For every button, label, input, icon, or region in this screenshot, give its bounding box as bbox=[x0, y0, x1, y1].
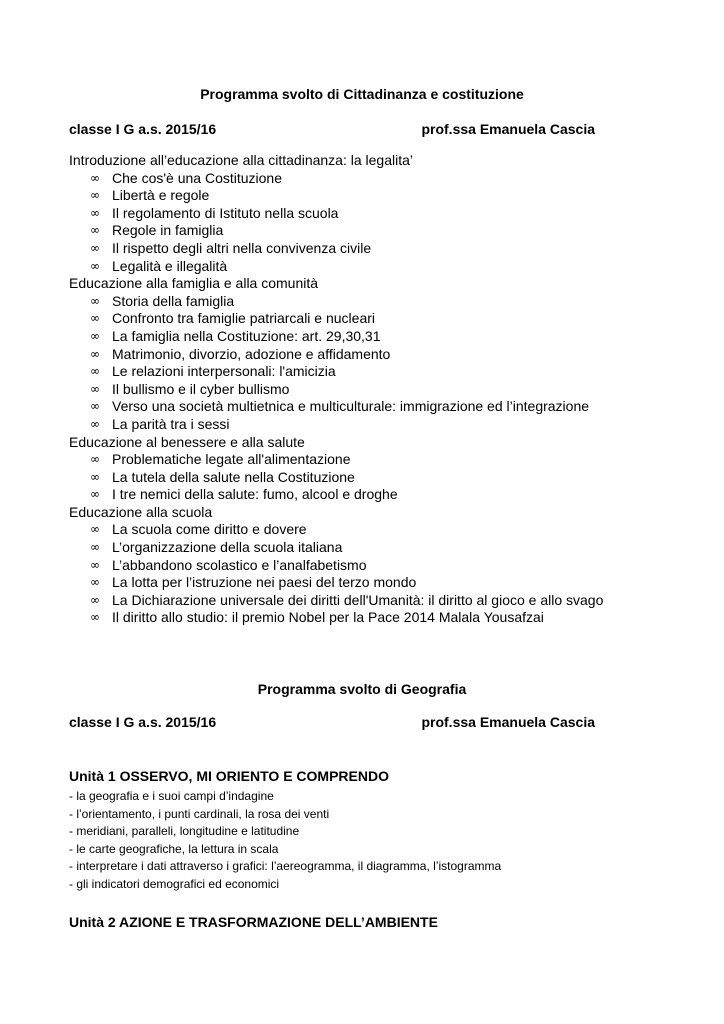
geografia-class-label: classe I G a.s. 2015/16 bbox=[69, 714, 217, 730]
infinity-bullet-icon: ∞ bbox=[90, 522, 100, 537]
cittadinanza-program bbox=[69, 152, 709, 627]
list-item: ∞ La Dichiarazione universale dei diritti dell'Umanità: il diritto al gioco e allo svago bbox=[90, 591, 604, 608]
list-item: - interpretare i dati attraverso i grafici: l’aereogramma, il diagramma, l’istogramma bbox=[69, 859, 502, 873]
infinity-bullet-icon: ∞ bbox=[90, 610, 100, 625]
list-item: ∞ I tre nemici della salute: fumo, alcool e droghe bbox=[90, 486, 398, 503]
infinity-bullet-icon: ∞ bbox=[90, 328, 100, 343]
infinity-bullet-icon: ∞ bbox=[90, 469, 100, 484]
infinity-bullet-icon: ∞ bbox=[90, 293, 100, 308]
list-item: - le carte geografiche, la lettura in scala bbox=[69, 841, 279, 856]
infinity-bullet-icon: ∞ bbox=[90, 557, 100, 572]
list-item: - gli indicatori demografici ed economici bbox=[69, 876, 280, 891]
list-item: ∞ Libertà e regole bbox=[90, 187, 210, 204]
unit1-title: Unità 1 OSSERVO, MI ORIENTO E COMPRENDO bbox=[69, 768, 389, 784]
infinity-bullet-icon: ∞ bbox=[90, 381, 100, 396]
geografia-class-line bbox=[69, 714, 595, 730]
list-item: ∞ Verso una società multietnica e multiculturale: immigrazione ed l’integrazione bbox=[90, 398, 590, 415]
cittadinanza-class-label: classe I G a.s. 2015/16 bbox=[69, 121, 217, 137]
infinity-bullet-icon: ∞ bbox=[90, 240, 100, 255]
section-heading: Educazione alla scuola bbox=[69, 503, 213, 520]
unit2-title: Unità 2 AZIONE E TRASFORMAZIONE DELL’AMBIENTE bbox=[69, 914, 438, 930]
list-item: ∞ Le relazioni interpersonali: l'amicizia bbox=[90, 363, 336, 380]
list-item: ∞ Il rispetto degli altri nella convivenza civile bbox=[90, 239, 372, 256]
list-item: ∞ Il diritto allo studio: il premio Nobel per la Pace 2014 Malala Yousafzai bbox=[90, 609, 544, 626]
infinity-bullet-icon: ∞ bbox=[90, 223, 100, 238]
list-item: ∞ Il bullismo e il cyber bullismo bbox=[90, 380, 290, 397]
list-item: ∞ Problematiche legate all'alimentazione bbox=[90, 451, 351, 468]
list-item: ∞ Il regolamento di Istituto nella scuola bbox=[90, 204, 339, 221]
list-item: ∞ La famiglia nella Costituzione: art. 29,30,31 bbox=[90, 327, 381, 344]
list-item: - meridiani, paralleli, longitudine e latitudine bbox=[69, 824, 300, 838]
cittadinanza-teacher-label: prof.ssa Emanuela Cascia bbox=[421, 121, 595, 137]
list-item: ∞ Matrimonio, divorzio, adozione e affidamento bbox=[90, 345, 391, 362]
infinity-bullet-icon: ∞ bbox=[90, 364, 100, 379]
list-item: ∞ La parità tra i sessi bbox=[90, 415, 230, 432]
section-heading: Introduzione all’educazione alla cittadinanza: la legalita’ bbox=[69, 152, 414, 168]
infinity-bullet-icon: ∞ bbox=[90, 205, 100, 220]
list-item: ∞ Legalità e illegalità bbox=[90, 257, 228, 274]
list-item: ∞ L’abbandono scolastico e l’analfabetismo bbox=[90, 556, 367, 573]
infinity-bullet-icon: ∞ bbox=[90, 416, 100, 431]
infinity-bullet-icon: ∞ bbox=[90, 540, 100, 555]
infinity-bullet-icon: ∞ bbox=[90, 487, 100, 502]
list-item: ∞ La scuola come diritto e dovere bbox=[90, 521, 307, 538]
infinity-bullet-icon: ∞ bbox=[90, 452, 100, 467]
infinity-bullet-icon: ∞ bbox=[90, 258, 100, 273]
infinity-bullet-icon: ∞ bbox=[90, 399, 100, 414]
list-item: ∞ La lotta per l’istruzione nei paesi del terzo mondo bbox=[90, 574, 417, 591]
section-heading: Educazione al benessere e alla salute bbox=[69, 433, 305, 450]
section-heading: Educazione alla famiglia e alla comunità bbox=[69, 275, 319, 292]
infinity-bullet-icon: ∞ bbox=[90, 575, 100, 590]
list-item: ∞ Regole in famiglia bbox=[90, 222, 224, 239]
list-item: ∞ L’organizzazione della scuola italiana bbox=[90, 539, 343, 556]
list-item: ∞ Che cos'è una Costituzione bbox=[90, 169, 282, 186]
infinity-bullet-icon: ∞ bbox=[90, 188, 100, 203]
list-item: - la geografia e i suoi campi d’indagine bbox=[69, 789, 274, 803]
cittadinanza-title: Programma svolto di Cittadinanza e costituzione bbox=[200, 86, 524, 102]
list-item: - l’orientamento, i punti cardinali, la rosa dei venti bbox=[69, 806, 330, 821]
infinity-bullet-icon: ∞ bbox=[90, 346, 100, 361]
list-item: ∞ Storia della famiglia bbox=[90, 292, 235, 309]
geografia-title: Programma svolto di Geografia bbox=[257, 681, 467, 697]
list-item: ∞ Confronto tra famiglie patriarcali e nucleari bbox=[90, 310, 376, 327]
geografia-teacher-label: prof.ssa Emanuela Cascia bbox=[421, 714, 595, 730]
list-item: ∞ La tutela della salute nella Costituzione bbox=[90, 468, 355, 485]
infinity-bullet-icon: ∞ bbox=[90, 170, 100, 185]
cittadinanza-class-line bbox=[69, 121, 595, 137]
unit1-list bbox=[69, 788, 501, 893]
infinity-bullet-icon: ∞ bbox=[90, 592, 100, 607]
infinity-bullet-icon: ∞ bbox=[90, 311, 100, 326]
